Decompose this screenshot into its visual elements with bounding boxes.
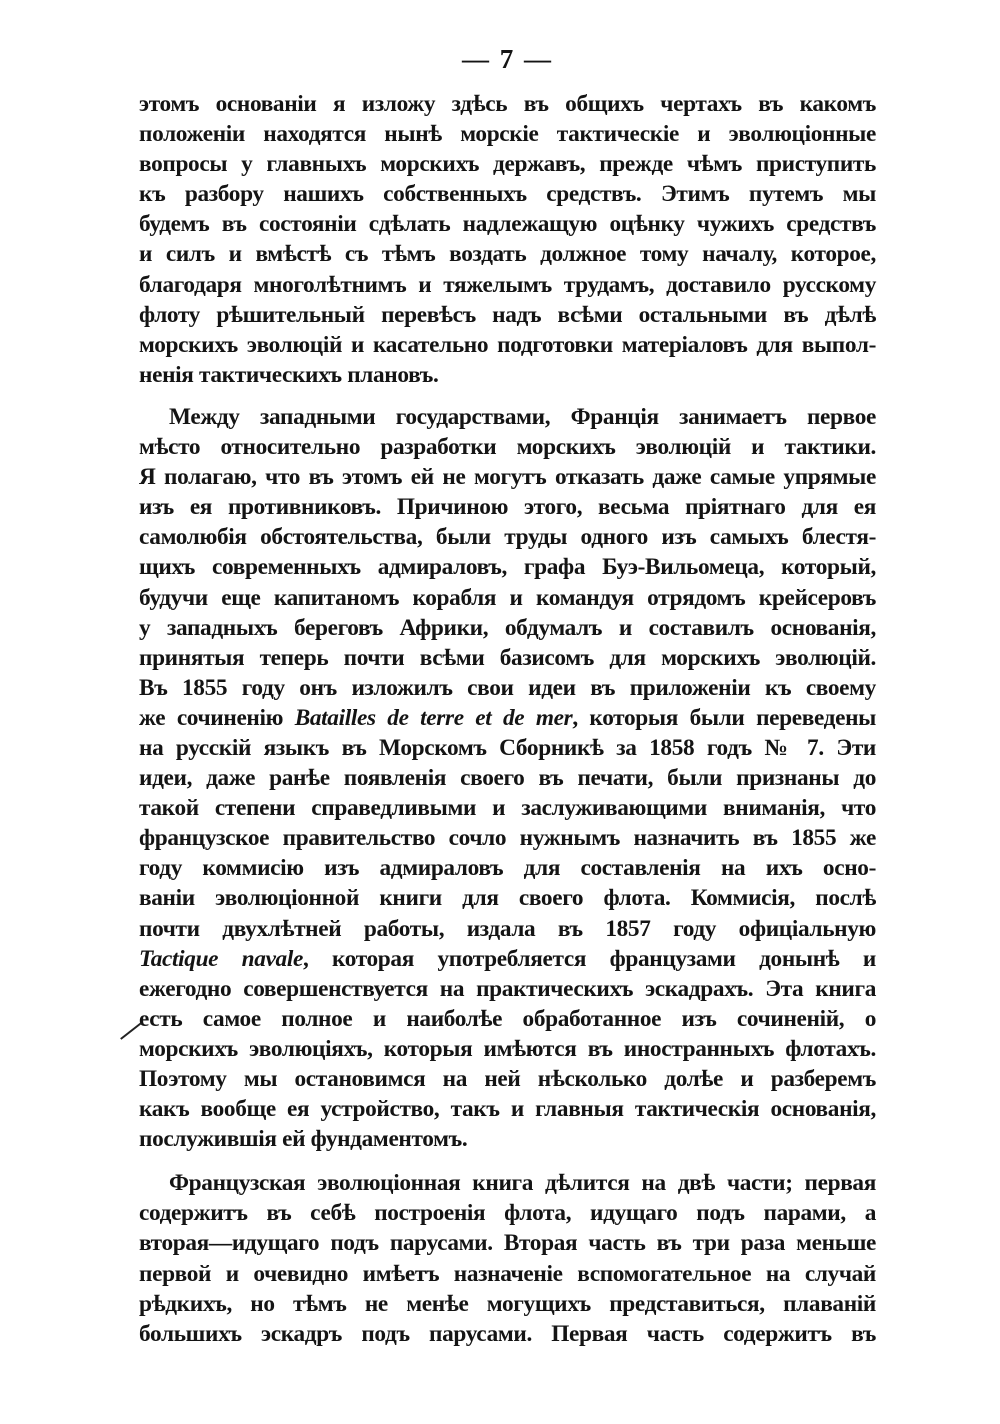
text-line: къ разбору нашихъ собственныхъ средствъ. Этимъ путемъ мы: [139, 181, 876, 208]
paragraph-3: [139, 1168, 876, 1349]
text-line: Французская эволюціонная книга дѣлится на двѣ части; первая: [169, 1170, 876, 1197]
text-line: ваніи эволюціонной книги для своего флота. Коммисія, послѣ: [139, 885, 876, 912]
page-number: — 7 —: [462, 44, 553, 74]
book-title-italic: Batailles de terre et de mer: [294, 704, 573, 731]
text-line: такой степени справедливыми и заслуживающими вниманія, что: [139, 795, 876, 822]
line-text: , которая употребляется французами донынѣ и: [302, 945, 877, 972]
text-line: принятыя теперь почти всѣми базисомъ для морскихъ эволюцій.: [139, 644, 876, 671]
text-line-with-title: [139, 944, 876, 974]
line-text: , которыя были переведены: [572, 704, 877, 731]
text-line: Поэтому мы остановимся на ней нѣсколько долѣе и разберемъ: [139, 1066, 876, 1092]
line-text: же сочиненію: [139, 704, 295, 731]
text-line: первой и очевидно имѣетъ назначеніе вспомогательное на случай: [139, 1260, 876, 1287]
text-line: морскихъ эволюцій и касательно подготовки матеріаловъ для выпол-: [139, 331, 876, 358]
text-line: самолюбія обстоятельства, были труды одного изъ самыхъ блестя-: [139, 524, 876, 551]
text-line: ежегодно совершенствуется на практическихъ эскадрахъ. Эта книга: [139, 975, 876, 1002]
text-line: будемъ въ состояніи сдѣлать надлежащую оцѣнку чужихъ средствъ: [139, 211, 876, 238]
paragraph-1: [139, 89, 876, 390]
text-line: почти двухлѣтней работы, издала въ 1857 году офиціальную: [139, 915, 876, 942]
text-line: благодаря многолѣтнимъ и тяжелымъ трудамъ, доставило русскому: [139, 271, 876, 298]
text-line: щихъ современныхъ адмираловъ, графа Буэ-Вильомеца, который,: [139, 554, 876, 581]
text-line: и силъ и вмѣстѣ съ тѣмъ воздать должное тому началу, которое,: [139, 241, 876, 268]
text-line: у западныхъ береговъ Африки, обдумалъ и составилъ основанія,: [139, 614, 876, 641]
text-line: будучи еще капитаномъ корабля и командуя отрядомъ крейсеровъ: [139, 584, 876, 611]
text-line: послужившія ей фундаментомъ.: [139, 1126, 468, 1153]
paragraph-2: [139, 402, 876, 1154]
text-line: мѣсто относительно разработки морскихъ эволюцій и тактики.: [139, 434, 876, 461]
text-line: идеи, даже ранѣе появленія своего въ печати, были признаны до: [139, 765, 876, 792]
text-line: положеніи находятся нынѣ морскіе тактическіе и эволюціонные: [139, 121, 876, 148]
text-line: большихъ эскадръ подъ парусами. Первая часть содержитъ въ: [139, 1320, 876, 1347]
text-line: содержитъ въ себѣ построенія флота, идущаго подъ парами, а: [139, 1200, 876, 1227]
text-line: Между западными государствами, Франція занимаетъ первое: [169, 403, 876, 430]
text-line: есть самое полное и наиболѣе обработанное изъ сочиненій, о: [139, 1005, 876, 1032]
text-line: изъ ея противниковъ. Причиною этого, весьма пріятнаго для ея: [139, 494, 876, 521]
text-line: вопросы у главныхъ морскихъ державъ, прежде чѣмъ приступить: [139, 151, 876, 178]
text-line: ненія тактическихъ плановъ.: [139, 361, 439, 388]
text-line: рѣдкихъ, но тѣмъ не менѣе могущихъ представиться, плаваній: [139, 1290, 876, 1317]
text-line: этомъ основаніи я изложу здѣсь въ общихъ чертахъ въ какомъ: [139, 91, 876, 117]
text-line: году коммисію изъ адмираловъ для составленія на ихъ осно-: [139, 855, 876, 882]
text-line-with-title: [139, 703, 876, 733]
text-line: на русскій языкъ въ Морскомъ Сборникѣ за 1858 годъ № 7. Эти: [139, 734, 876, 761]
text-line: Въ 1855 году онъ изложилъ свои идеи въ приложеніи къ своему: [139, 674, 876, 701]
text-line: вторая—идущаго подъ парусами. Вторая часть въ три раза меньше: [139, 1230, 876, 1257]
book-title-italic: Tactique navale: [139, 945, 303, 972]
text-line: морскихъ эволюціяхъ, которыя имѣются въ иностранныхъ флотахъ.: [139, 1035, 876, 1062]
text-line: какъ вообще ея устройство, такъ и главныя тактическія основанія,: [139, 1096, 876, 1123]
text-line: Я полагаю, что въ этомъ ей не могутъ отказать даже самые упрямые: [139, 464, 876, 491]
text-line: флоту рѣшительный перевѣсъ надъ всѣми остальными въ дѣлѣ: [139, 301, 876, 328]
text-line: французское правительство сочло нужнымъ назначить въ 1855 же: [139, 825, 876, 852]
